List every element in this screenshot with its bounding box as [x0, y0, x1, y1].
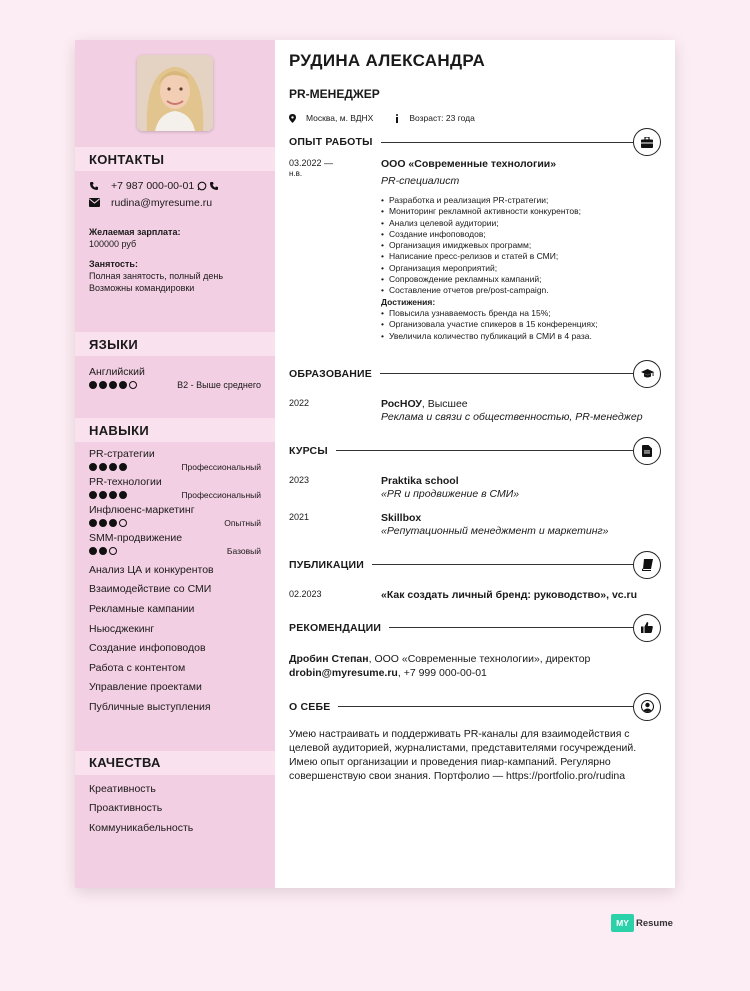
- skills-section: [75, 442, 275, 717]
- qualities-section: [75, 775, 275, 838]
- courses-title: КУРСЫ: [289, 444, 328, 457]
- divider: [336, 450, 633, 451]
- publications-heading: [289, 551, 661, 579]
- sidebar: [75, 40, 275, 888]
- list-item: • Организация мероприятий;: [381, 263, 661, 274]
- divider: [372, 564, 633, 565]
- list-item: • Организовала участие спикеров в 15 конференциях;: [381, 319, 661, 330]
- education-title: ОБРАЗОВАНИЕ: [289, 367, 372, 380]
- contacts-section: [75, 171, 275, 294]
- about-text: [289, 727, 661, 783]
- skill-item: Анализ ЦА и конкурентов: [89, 563, 214, 576]
- about-line: целевой аудиторией, журналистами, представителями госучреждений.: [289, 741, 637, 754]
- email-row: [89, 194, 261, 211]
- list-item: • Составление отчетов pre/post-campaign.: [381, 285, 661, 296]
- divider: [338, 706, 633, 707]
- skill-level: Профессиональный: [181, 462, 261, 472]
- rating-dot-filled: [99, 463, 107, 471]
- rating-dot-empty: [119, 519, 127, 527]
- course-body: [381, 475, 661, 500]
- skill-rating: [89, 547, 117, 555]
- briefcase-icon: [633, 128, 661, 156]
- person-position: PR-МЕНЕДЖЕР: [289, 87, 380, 101]
- skill-rating: [89, 491, 127, 499]
- recommender-phone: , +7 999 000-00-01: [397, 666, 487, 679]
- experience-body: [381, 158, 661, 342]
- list-item: • Написание пресс-релизов и статей в СМИ;: [381, 251, 661, 262]
- rating-dot-filled: [89, 491, 97, 499]
- rating-dot-filled: [99, 491, 107, 499]
- location-pin-icon: [289, 114, 296, 123]
- courses-heading: [289, 437, 661, 465]
- resume-page: [75, 40, 675, 888]
- skill-rating: [89, 463, 127, 471]
- course-school: Skillbox: [381, 511, 422, 524]
- experience-company: ООО «Современные технологии»: [381, 158, 557, 170]
- thumbs-up-icon: [633, 614, 661, 642]
- duties-list: [381, 195, 661, 297]
- rating-dot-filled: [109, 519, 117, 527]
- about-line: Имею опыт организации и проведения пиар-кампаний. Регулярно: [289, 755, 611, 768]
- rating-dot-filled: [99, 547, 107, 555]
- course-entry: [289, 475, 661, 500]
- rating-dot-filled: [99, 381, 107, 389]
- divider: [389, 627, 633, 628]
- languages-heading: ЯЗЫКИ: [75, 332, 275, 356]
- skill-item: [89, 448, 261, 472]
- experience-role: PR-специалист: [381, 175, 460, 187]
- skill-item: Взаимодействие со СМИ: [89, 583, 212, 596]
- rating-dot-filled: [109, 381, 117, 389]
- skill-item: Публичные выступления: [89, 700, 211, 713]
- rating-dot-filled: [119, 463, 127, 471]
- list-item: • Мониторинг рекламной активности конкурентов;: [381, 206, 661, 217]
- salary-value: 100000 руб: [89, 239, 137, 249]
- document-icon: [633, 437, 661, 465]
- course-body: [381, 512, 661, 537]
- course-school: Praktika school: [381, 474, 459, 487]
- recommender-org: , ООО «Современные технологии», директор: [368, 652, 591, 665]
- employment-line: Полная занятость, полный день: [89, 271, 224, 281]
- list-item: • Разработка и реализация PR-стратегии;: [381, 195, 661, 206]
- rating-dot-filled: [119, 381, 127, 389]
- skill-level: Профессиональный: [181, 490, 261, 500]
- skill-level: Базовый: [226, 546, 261, 556]
- divider: [381, 142, 633, 143]
- rating-dot-filled: [109, 491, 117, 499]
- phone-row: [89, 177, 261, 194]
- skill-item: [89, 532, 261, 556]
- phone-icon: [89, 181, 111, 191]
- experience-date: 03.2022 —: [289, 158, 334, 168]
- logo-text: Resume: [636, 917, 673, 929]
- skill-name: SMM-продвижение: [89, 532, 183, 544]
- publications-title: ПУБЛИКАЦИИ: [289, 558, 365, 571]
- achievements-list: [381, 308, 661, 342]
- course-year: 2023: [289, 474, 310, 485]
- rating-dot-filled: [89, 519, 97, 527]
- list-item: • Создание инфоповодов;: [381, 229, 661, 240]
- list-item: • Сопровождение рекламных кампаний;: [381, 274, 661, 285]
- skill-name: PR-технологии: [89, 476, 162, 488]
- logo-box: MY: [611, 914, 634, 932]
- recommendations-heading: [289, 614, 661, 642]
- contacts-heading: КОНТАКТЫ: [75, 147, 275, 171]
- main-content: [275, 40, 675, 888]
- list-item: • Организация имиджевых программ;: [381, 240, 661, 251]
- language-name: Английский: [89, 366, 145, 378]
- education-school: РосНОУ: [381, 397, 422, 410]
- education-degree: , Высшее: [421, 397, 468, 410]
- phone-number: +7 987 000-00-01: [111, 179, 195, 192]
- salary-label: Желаемая зарплата:: [89, 227, 181, 237]
- viber-icon: [209, 181, 219, 191]
- quality-item: Проактивность: [89, 802, 163, 815]
- graduation-cap-icon: [633, 360, 661, 388]
- skill-item: Рекламные кампании: [89, 602, 195, 615]
- skill-item: [89, 504, 261, 528]
- rating-dot-filled: [99, 519, 107, 527]
- about-line: Умею настраивать и поддерживать PR-каналы для взаимодействия с: [289, 727, 630, 740]
- rating-dot-filled: [89, 381, 97, 389]
- education-year: 2022: [289, 397, 310, 408]
- location-text: Москва, м. ВДНХ: [306, 113, 374, 123]
- experience-entry: [289, 158, 661, 342]
- language-level: B2 - Выше среднего: [177, 380, 261, 390]
- skill-item: Управление проектами: [89, 681, 202, 694]
- employment-line: Возможны командировки: [89, 283, 195, 293]
- skill-name: PR-стратегии: [89, 448, 155, 460]
- myresume-logo[interactable]: [611, 914, 673, 932]
- rating-dot-filled: [89, 547, 97, 555]
- list-item: • Увеличила количество публикаций в СМИ в 4 раза.: [381, 331, 661, 342]
- age-text: Возраст: 23 года: [409, 113, 475, 123]
- employment-label: Занятость:: [89, 259, 138, 269]
- education-heading: [289, 360, 661, 388]
- book-icon: [633, 551, 661, 579]
- person-meta: [289, 113, 661, 123]
- education-specialty: Реклама и связи с общественностью, PR-менеджер: [381, 410, 643, 423]
- quality-item: Коммуникабельность: [89, 821, 194, 834]
- education-entry: [289, 398, 661, 423]
- list-item: • Повысила узнаваемость бренда на 15%;: [381, 308, 661, 319]
- whatsapp-icon: [197, 181, 207, 191]
- skill-rating: [89, 519, 127, 527]
- recommendations-title: РЕКОМЕНДАЦИИ: [289, 621, 382, 634]
- divider: [380, 373, 633, 374]
- person-name: РУДИНА АЛЕКСАНДРА: [289, 51, 486, 70]
- experience-heading: [289, 128, 661, 156]
- qualities-heading: КАЧЕСТВА: [75, 751, 275, 775]
- skill-item: Ньюсджекинг: [89, 622, 155, 635]
- course-entry: [289, 512, 661, 537]
- skill-item: Создание инфоповодов: [89, 642, 206, 655]
- skill-level: Опытный: [224, 518, 261, 528]
- publication-date: 02.2023: [289, 588, 322, 599]
- skill-item: Работа с контентом: [89, 661, 186, 674]
- skill-item: [89, 476, 261, 500]
- publication-text: «Как создать личный бренд: руководство», vc.ru: [381, 588, 638, 601]
- recommendation-entry: [289, 652, 661, 680]
- about-line: совершенствую свои знания. Портфолио — https://portfolio.pro/rudina: [289, 769, 626, 782]
- info-icon: [395, 114, 399, 123]
- language-level-row: [89, 380, 261, 390]
- user-icon: [633, 693, 661, 721]
- experience-date-note: н.в.: [289, 169, 303, 178]
- rating-dot-empty: [109, 547, 117, 555]
- education-body: [381, 398, 661, 423]
- experience-title: ОПЫТ РАБОТЫ: [289, 136, 373, 148]
- email-address[interactable]: rudina@myresume.ru: [111, 196, 213, 209]
- language-rating: [89, 381, 137, 389]
- about-title: О СЕБЕ: [289, 700, 331, 713]
- rating-dot-empty: [129, 381, 137, 389]
- rating-dot-filled: [89, 463, 97, 471]
- profile-photo: [137, 55, 213, 131]
- experience-date-block: [289, 158, 381, 342]
- rating-dot-filled: [119, 491, 127, 499]
- course-year: 2021: [289, 511, 310, 522]
- recommender-name: Дробин Степан: [289, 652, 369, 665]
- skill-name: Инфлюенс-маркетинг: [89, 504, 195, 516]
- recommender-email[interactable]: drobin@myresume.ru: [289, 666, 398, 679]
- quality-item: Креативность: [89, 782, 156, 795]
- languages-section: [75, 356, 275, 390]
- course-name: «Репутационный менеджмент и маркетинг»: [381, 524, 609, 537]
- mail-icon: [89, 198, 111, 207]
- rating-dot-filled: [109, 463, 117, 471]
- publication-entry: [289, 589, 661, 601]
- about-heading: [289, 693, 661, 721]
- list-item: • Анализ целевой аудитории;: [381, 218, 661, 229]
- achievements-title: Достижения:: [381, 296, 436, 307]
- skills-heading: НАВЫКИ: [75, 418, 275, 442]
- course-name: «PR и продвижение в СМИ»: [381, 487, 520, 500]
